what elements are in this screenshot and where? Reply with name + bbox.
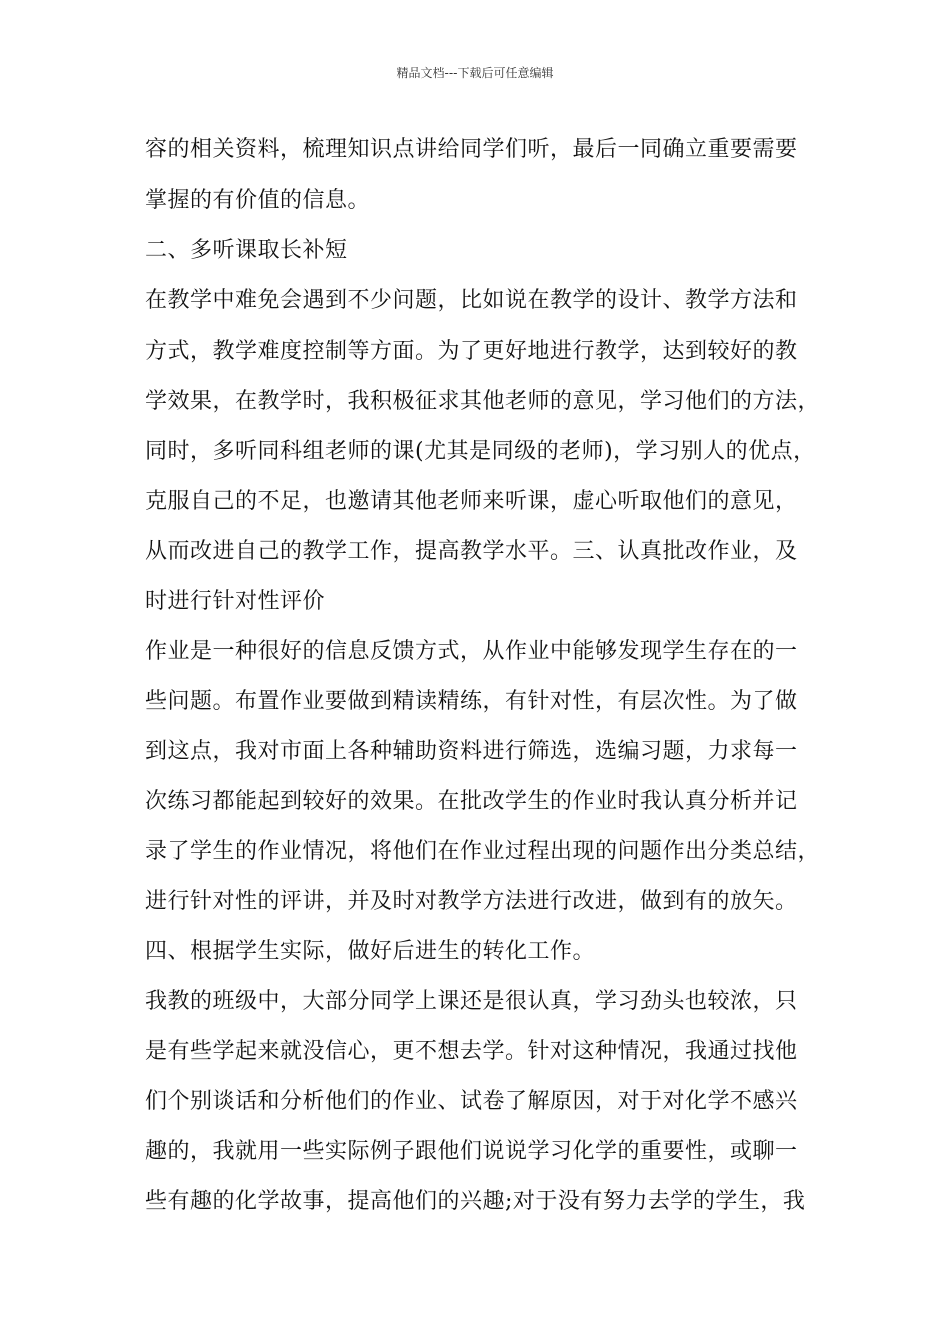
text-line: 进行针对性的评讲，并及时对教学方法进行改进，做到有的放矢。 xyxy=(145,889,798,914)
section-heading: 四、根据学生实际，做好后进生的转化工作。 xyxy=(145,939,596,964)
text-line: 同时，多听同科组老师的课(尤其是同级的老师)，学习别人的优点， xyxy=(145,439,816,464)
text-line: 次练习都能起到较好的效果。在批改学生的作业时我认真分析并记 xyxy=(145,789,798,814)
text-line: 我教的班级中，大部分同学上课还是很认真，学习劲头也较浓，只 xyxy=(145,989,798,1014)
page-header: 精品文档---下载后可任意编辑 xyxy=(396,66,554,80)
text-line: 些有趣的化学故事，提高他们的兴趣;对于没有努力去学的学生，我 xyxy=(145,1189,806,1214)
text-line: 掌握的有价值的信息。 xyxy=(145,188,371,213)
text-line: 从而改进自己的教学工作，提高教学水平。三、认真批改作业，及 xyxy=(145,539,798,564)
text-line: 到这点，我对市面上各种辅助资料进行筛选，选编习题，力求每一 xyxy=(145,739,798,764)
text-line: 些问题。布置作业要做到精读精练，有针对性，有层次性。为了做 xyxy=(145,689,798,714)
text-line: 学效果，在教学时，我积极征求其他老师的意见，学习他们的方法， xyxy=(145,389,821,414)
text-line: 们个别谈话和分析他们的作业、试卷了解原因，对于对化学不感兴 xyxy=(145,1089,798,1114)
text-line: 克服自己的不足，也邀请其他老师来听课，虚心听取他们的意见， xyxy=(145,489,798,514)
text-line: 趣的，我就用一些实际例子跟他们说说学习化学的重要性，或聊一 xyxy=(145,1139,798,1164)
text-line: 作业是一种很好的信息反馈方式，从作业中能够发现学生存在的一 xyxy=(145,639,798,664)
text-line: 容的相关资料，梳理知识点讲给同学们听，最后一同确立重要需要 xyxy=(145,137,798,162)
section-heading: 二、多听课取长补短 xyxy=(145,238,348,263)
text-line: 方式，教学难度控制等方面。为了更好地进行教学，达到较好的教 xyxy=(145,339,798,364)
text-line: 在教学中难免会遇到不少问题，比如说在教学的设计、教学方法和 xyxy=(145,288,798,313)
text-line: 录了学生的作业情况，将他们在作业过程出现的问题作出分类总结， xyxy=(145,839,821,864)
text-line: 时进行针对性评价 xyxy=(145,589,326,614)
text-line: 是有些学起来就没信心，更不想去学。针对这种情况，我通过找他 xyxy=(145,1039,798,1064)
